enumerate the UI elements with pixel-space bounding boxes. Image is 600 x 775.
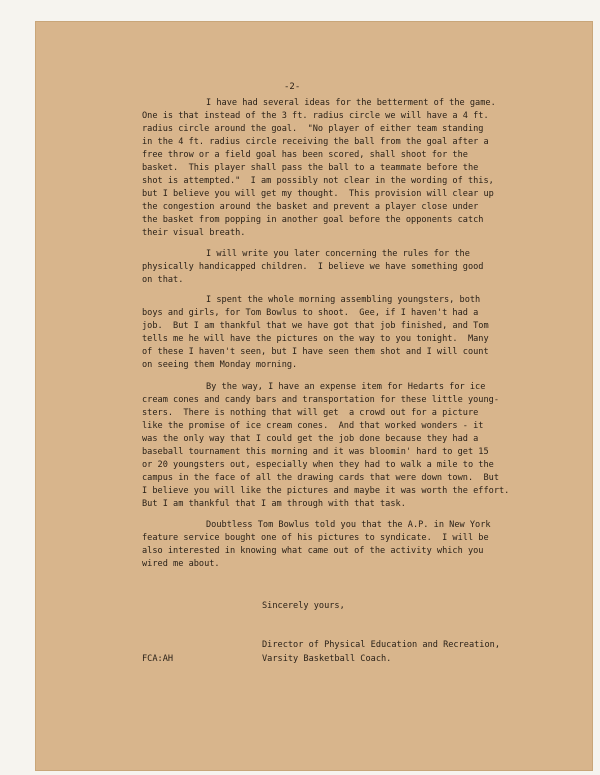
paragraph-1-line: radius circle around the goal. "No player of either team standing (142, 124, 484, 134)
page-number: -2- (284, 82, 301, 92)
paragraph-5-line: also interested in knowing what came out of the activity which you (142, 546, 484, 556)
paragraph-1-line: I have had several ideas for the betterment of the game. (206, 98, 496, 108)
paragraph-1-line: shot is attempted." I am possibly not clear in the wording of this, (142, 176, 494, 186)
paragraph-3-line: tells me he will have the pictures on the way to you tonight. Many (142, 334, 489, 344)
paragraph-1-line: the basket from popping in another goal before the opponents catch (142, 215, 484, 225)
paragraph-4-line: By the way, I have an expense item for Hedarts for ice (206, 382, 486, 392)
signature-title-line: Varsity Basketball Coach. (262, 654, 392, 664)
paragraph-2-line: I will write you later concerning the rules for the (206, 249, 470, 259)
paragraph-3-line: of these I haven't seen, but I have seen them shot and I will count (142, 347, 489, 357)
paragraph-1-line: basket. This player shall pass the ball to a teammate before the (142, 163, 479, 173)
letter-page (36, 22, 592, 770)
paragraph-2-line: on that. (142, 275, 184, 285)
paragraph-1-line: free throw or a field goal has been scored, shall shoot for the (142, 150, 468, 160)
paragraph-5-line: feature service bought one of his pictures to syndicate. I will be (142, 533, 489, 543)
paragraph-4-line: campus in the face of all the drawing cards that were down town. But (142, 473, 499, 483)
paragraph-3-line: on seeing them Monday morning. (142, 360, 298, 370)
closing: Sincerely yours, (262, 601, 345, 611)
paragraph-4-line: like the promise of ice cream cones. And that worked wonders - it (142, 421, 484, 431)
paragraph-4-line: But I am thankful that I am through with that task. (142, 499, 406, 509)
paragraph-5-line: Doubtless Tom Bowlus told you that the A.P. in New York (206, 520, 491, 530)
paragraph-4-line: cream cones and candy bars and transportation for these little young- (142, 395, 499, 405)
paragraph-4-line: baseball tournament this morning and it was bloomin' hard to get 15 (142, 447, 489, 457)
signature-title-line: Director of Physical Education and Recreation, (262, 640, 500, 650)
paragraph-3-line: boys and girls, for Tom Bowlus to shoot. Gee, if I haven't had a (142, 308, 479, 318)
paragraph-3-line: job. But I am thankful that we have got that job finished, and Tom (142, 321, 489, 331)
paragraph-4-line: I believe you will like the pictures and maybe it was worth the effort. (142, 486, 510, 496)
paragraph-2-line: physically handicapped children. I believe we have something good (142, 262, 484, 272)
paragraph-1-line: One is that instead of the 3 ft. radius circle we will have a 4 ft. (142, 111, 489, 121)
paragraph-1-line: the congestion around the basket and prevent a player close under (142, 202, 479, 212)
paragraph-5-line: wired me about. (142, 559, 220, 569)
paragraph-1-line: but I believe you will get my thought. This provision will clear up (142, 189, 494, 199)
paragraph-4-line: sters. There is nothing that will get a crowd out for a picture (142, 408, 479, 418)
paragraph-1-line: their visual breath. (142, 228, 246, 238)
paragraph-3-line: I spent the whole morning assembling youngsters, both (206, 295, 481, 305)
paragraph-1-line: in the 4 ft. radius circle receiving the ball from the goal after a (142, 137, 489, 147)
paragraph-4-line: or 20 youngsters out, especially when they had to walk a mile to the (142, 460, 494, 470)
initials: FCA:AH (142, 654, 174, 664)
paragraph-4-line: was the only way that I could get the job done because they had a (142, 434, 479, 444)
